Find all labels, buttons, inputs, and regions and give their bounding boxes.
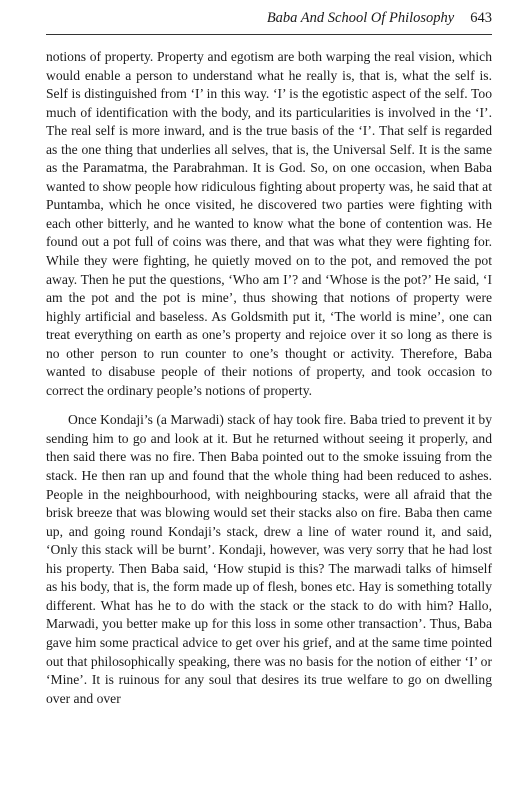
page-number: 643 — [470, 10, 492, 26]
paragraph-2: Once Kondaji’s (a Marwadi) stack of hay took fire. Baba tried to prevent it by sending him to go and look at it. But he returned without seeing it properly, and then said there was no fire. Then Baba pointed out to the smoke issuing from the stack. He then ran up and found that the whole thing had been reduced to ashes. People in the neighbourhood, with neighbouring stacks, were all afraid that the brisk breeze that was blowing would set their stacks also on fire. Baba then came up, and going round Kondaji’s stack, drew a line of water round it, and said, ‘Only this stack will be burnt’. Kondaji, however, was very sorry that he had lost his property. Then Baba said, ‘How stupid is this? The marwadi talks of himself as his body, that is, the form made up of flesh, bones etc. Hay is something totally different. What has he to do with the stack or the stack to do with him? Hallo, Marwadi, you better make up for this loss in some other transaction’. Thus, Baba gave him some practical advice to get over his grief, and at the same time pointed out that philosophically speaking, there was no basis for the notion of either ‘I’ or ‘Mine’. It is ruinous for any soul that desires its true welfare to go on dwelling over and over — [46, 412, 492, 706]
paragraph-1: notions of property. Property and egotism are both warping the real vision, which would enable a person to understand what he really is, that is, what the self is. Self is distinguished from ‘I’ in this way. ‘I’ is the egotistic aspect of the self. Too much of identification with the body, and its particularities is involved in the ‘I’. The real self is more inward, and is the true basis of the ‘I’. That self is regarded as the one thing that underlies all selves, that is, the Universal Self. It is the same as the Paramatma, the Parabrahman. It is God. So, on one occasion, when Baba wanted to show people how ridiculous fighting about property was, he said that at Puntamba, which he once visited, he discovered two parties were fighting with each other bitterly, and he wanted to know what the bone of contention was. He found out a pot full of coins was there, and that was what they were fighting for. While they were fighting, he quietly moved on to the pot, and removed the pot away. Then he put the questions, ‘Who am I’? and ‘Whose is the pot?’ He said, ‘I am the pot and the pot is mine’, thus showing that notions of property were highly artificial and baseless. As Goldsmith put it, ‘The world is mine’, one can treat everything on earth as one’s property and rejoice over it so long as there is no other person to run counter to one’s thought or activity. Therefore, Baba wanted to disabuse people of their notions of property, and took occasion to correct the ordinary people’s notions of property. — [46, 49, 492, 398]
running-title: Baba And School Of Philosophy — [266, 10, 455, 26]
running-header — [46, 10, 492, 35]
body-text — [46, 48, 492, 708]
